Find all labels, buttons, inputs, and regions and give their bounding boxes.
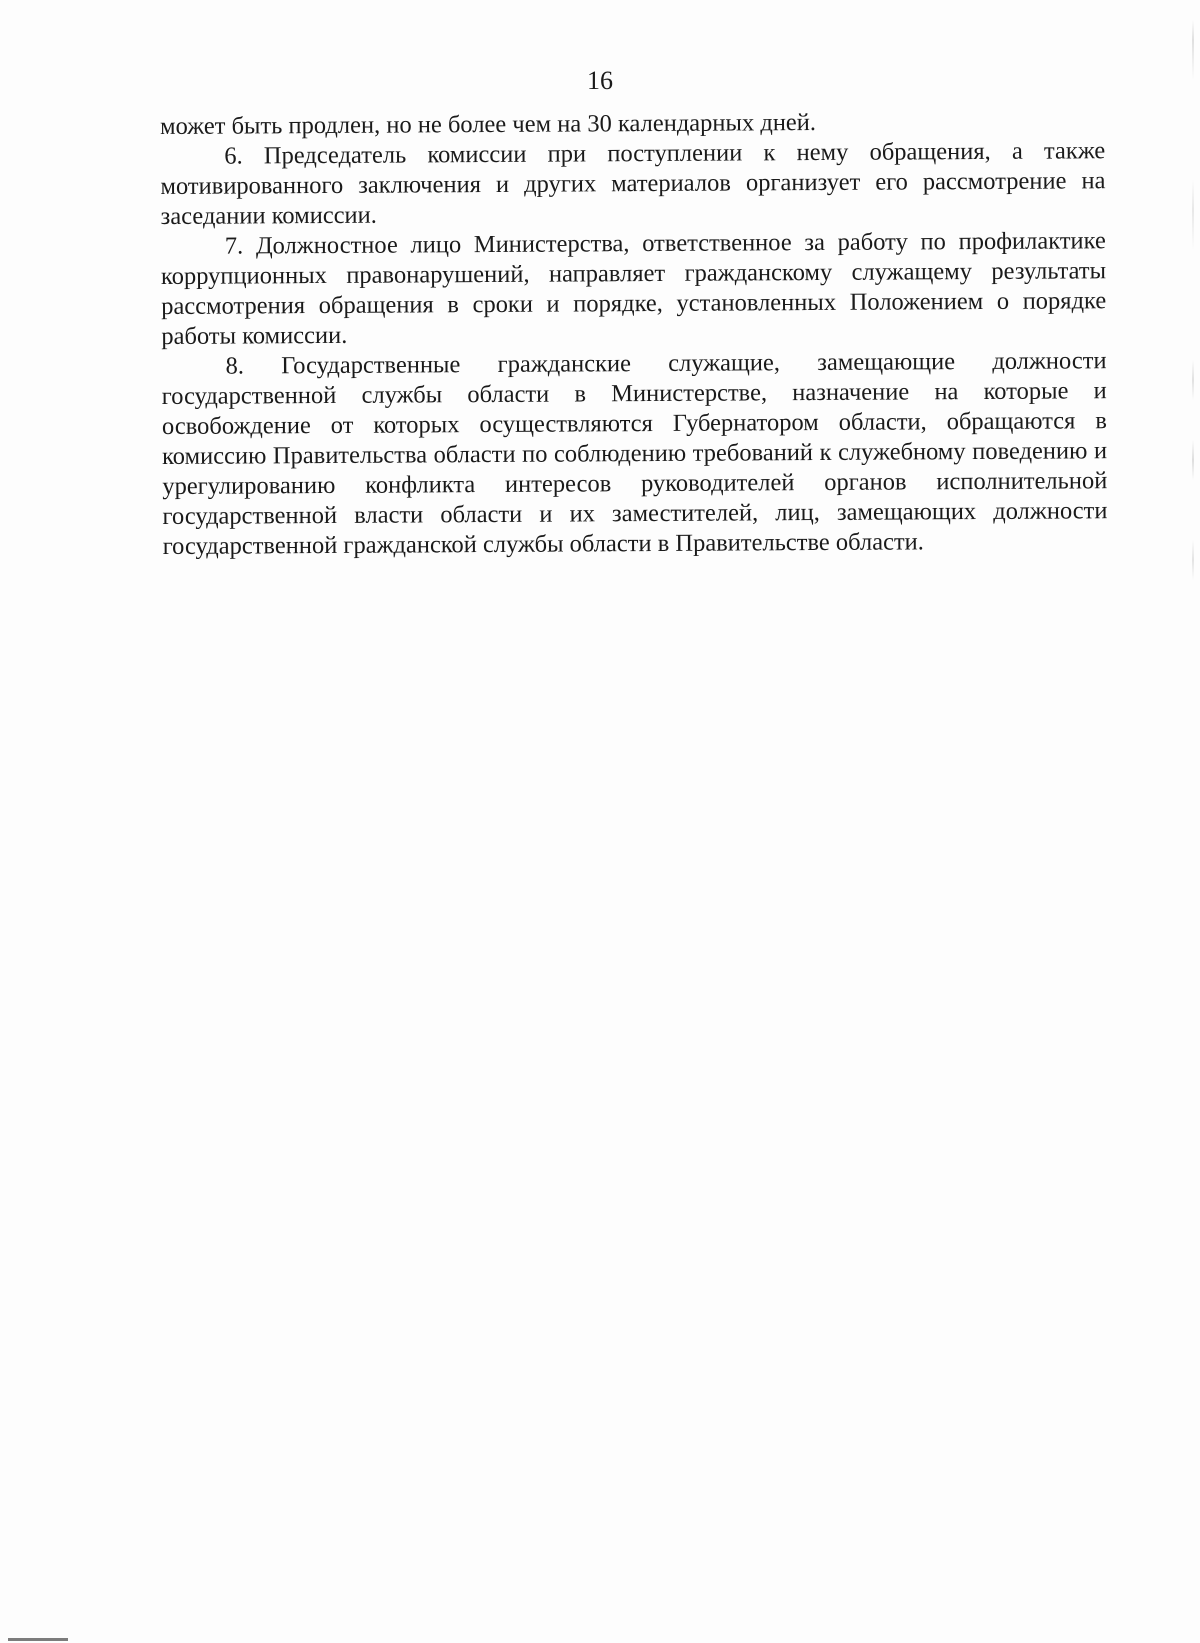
page-number: 16 (587, 66, 613, 95)
paragraph-clause-7: 7. Должностное лицо Министерства, ответственное за работу по профилактике коррупционных правонарушений, направляет гражданскому служащему результаты рассмотрения обращения в сроки и порядке, установленных Положением о порядке работы комиссии. (160, 227, 1107, 350)
document-body (160, 106, 1108, 562)
scan-bottom-artifact (8, 1638, 68, 1641)
scan-edge-artifact (1192, 20, 1194, 1520)
paragraph-clause-8: 8. Государственные гражданские служащие, замещающие должности государственной службы области в Министерстве, назначение на которые и освобождение от которых осуществляются Губернатором области, обращаются в комиссию Правительства области по соблюдению требований к служебному поведению и урегулированию конфликта интересов руководителей органов исполнительной государственной власти области и их заместителей, лиц, замещающих должности государственной гражданской службы области в Правительстве области. (161, 347, 1108, 560)
paragraph-clause-6: 6. Председатель комиссии при поступлении к нему обращения, а также мотивированного заключения и других материалов организует его рассмотрение на заседании комиссии. (160, 137, 1106, 230)
paragraph-continuation: может быть продлен, но не более чем на 30 календарных дней. (160, 108, 817, 140)
